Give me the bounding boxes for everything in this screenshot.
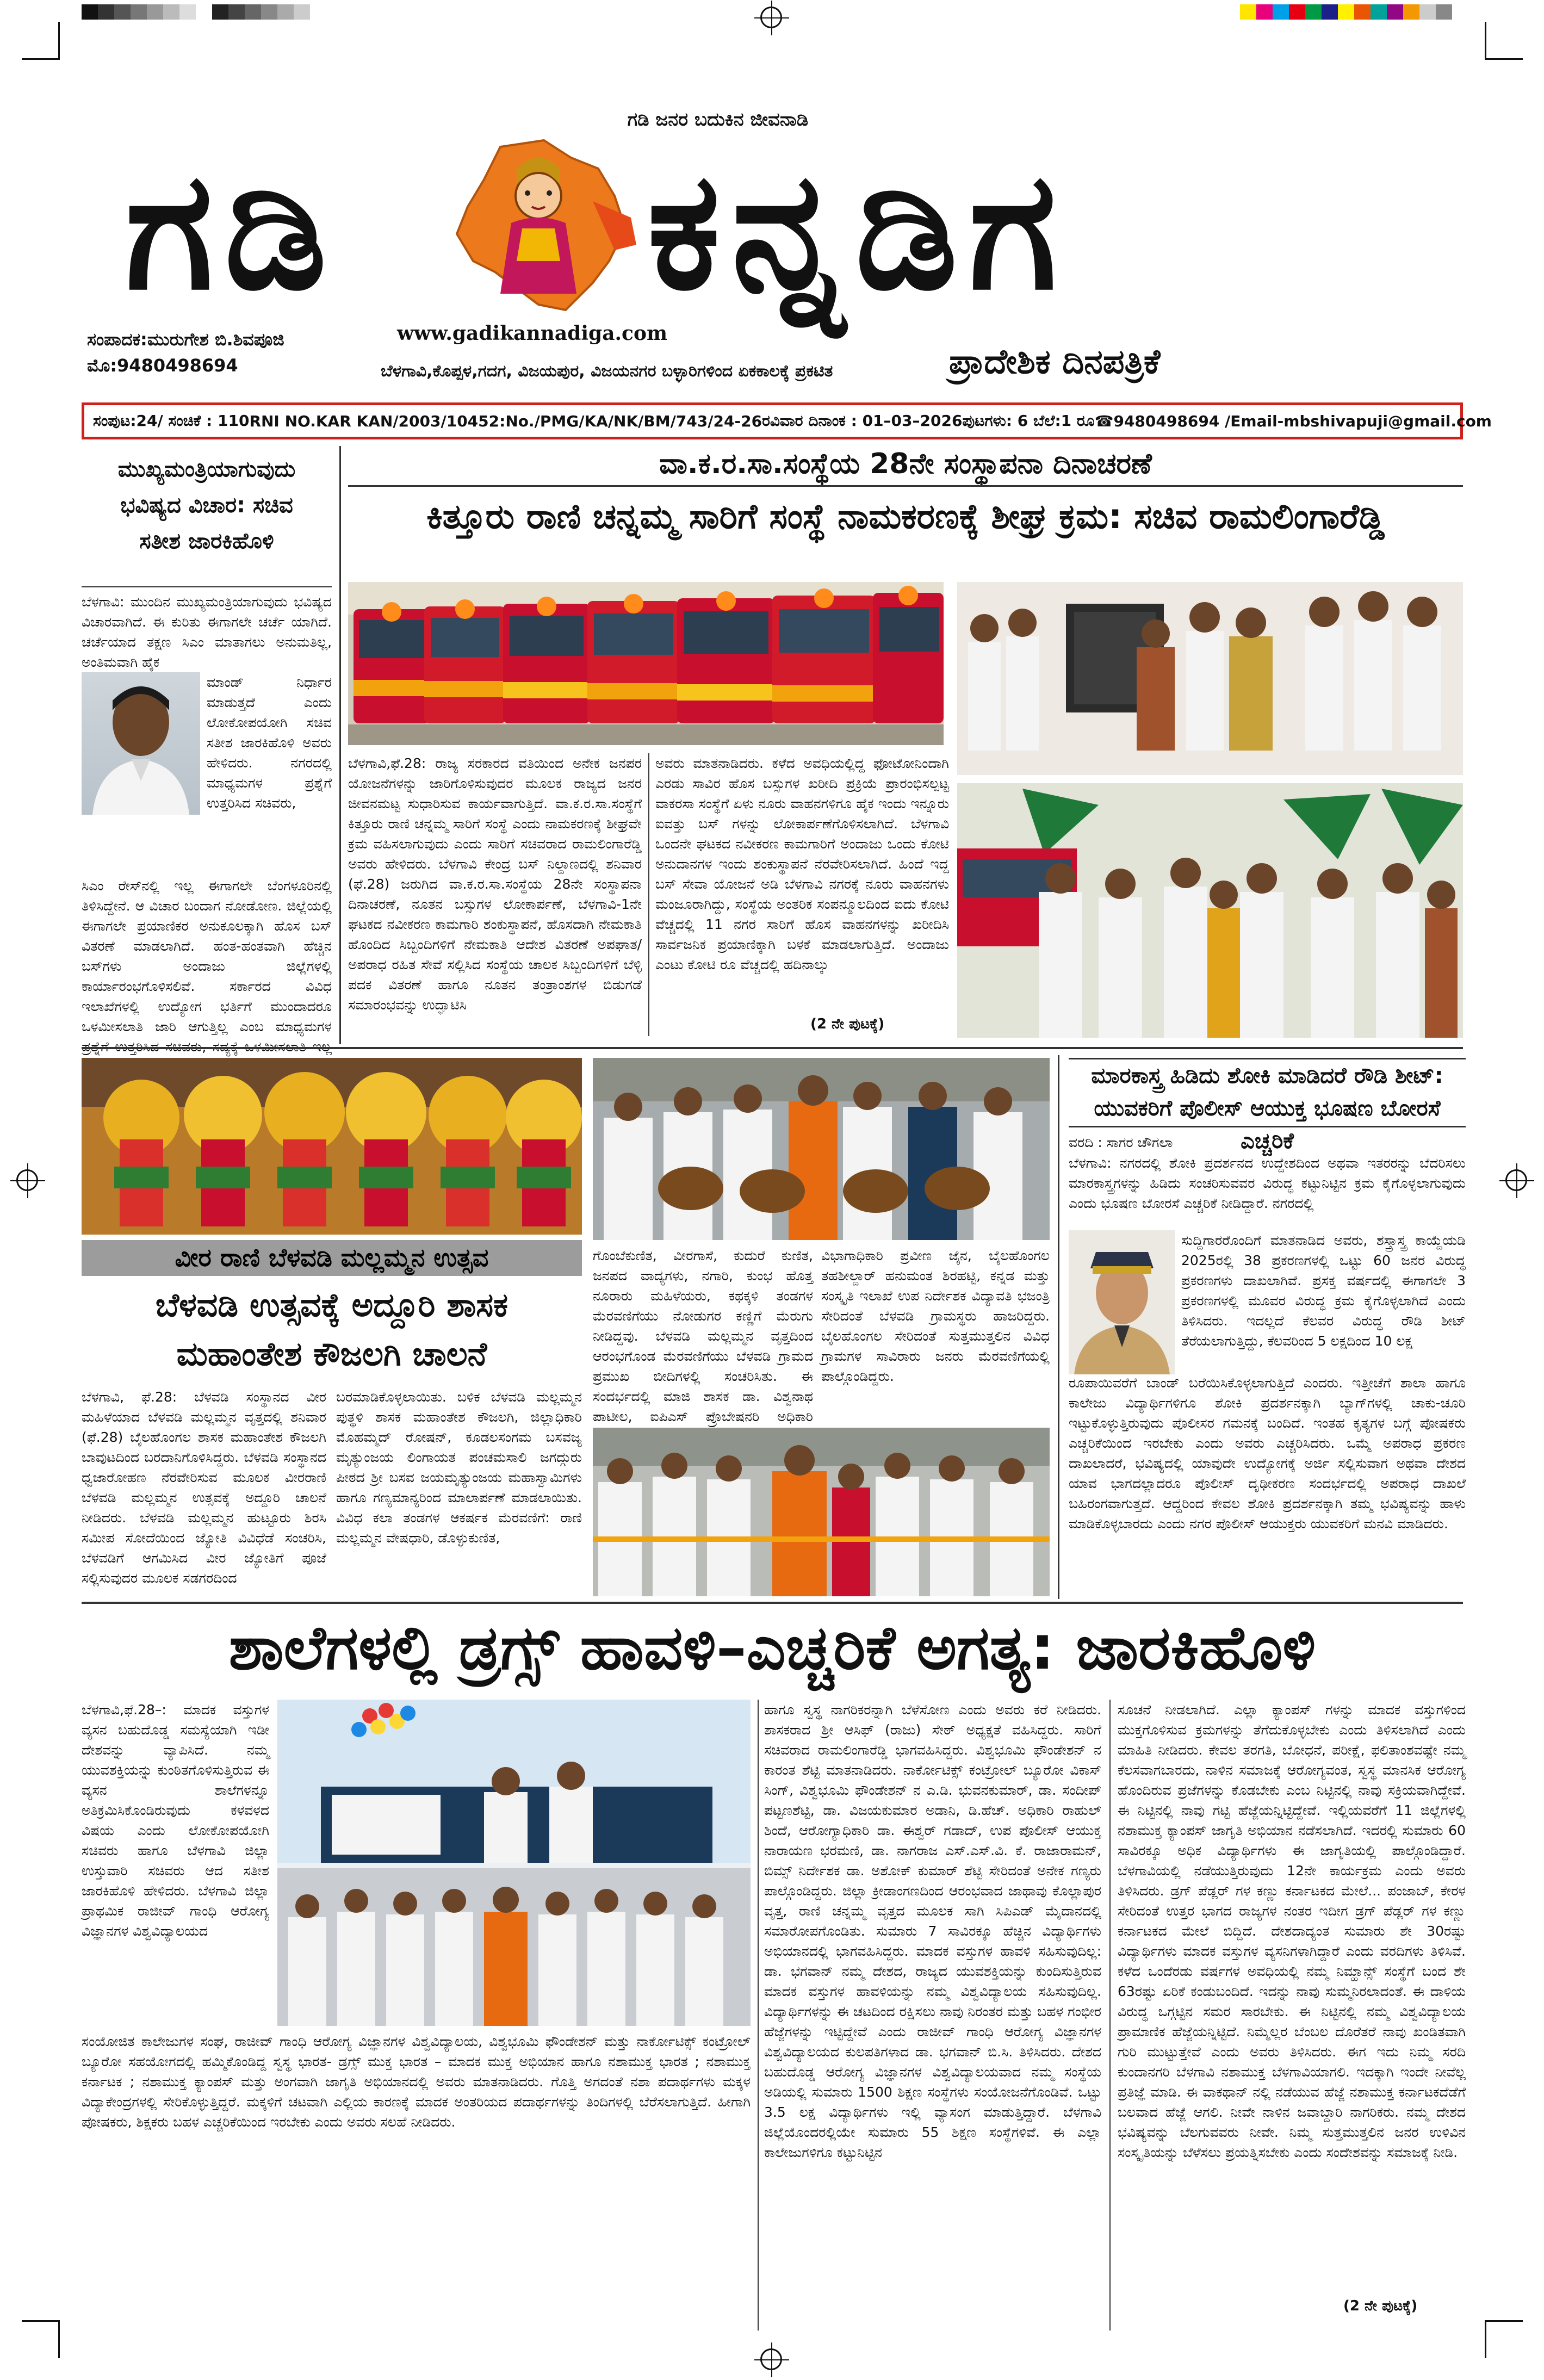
- rowdy-story-lead: ಬೆಳಗಾವಿ: ನಗರದಲ್ಲಿ ಶೋಕಿ ಪ್ರದರ್ಶನದ ಉದ್ದೇಶದಿಂದ ಅಥವಾ ಇತರರನ್ನು ಬೆದರಿಸಲು ಮಾರಕಾಸ್ತ್ರಗಳನ್ನು ಹಿಡಿದು ಸಂಚರಿಸುವವರ ವಿರುದ್ಧ ಕಟ್ಟುನಿಟ್ಟಿನ ಕ್ರಮ ಕೈಗೊಳ್ಳಲಾಗುವುದು ಎಂದು ಭೂಷಣ ಬೋರಸೆ ಎಚ್ಚರಿಕೆ ನೀಡಿದ್ದಾರೆ. ನಗರದಲ್ಲಿ: [1069, 1155, 1466, 1211]
- cm-headline-rule: [82, 586, 332, 587]
- registration-mark-icon: [1505, 1169, 1527, 1191]
- drugs-col-1a: ಬೆಳಗಾವಿ,ಫೆ.28–: ಮಾದಕ ವಸ್ತುಗಳ ವ್ಯಸನ ಬಹುದೊಡ್ಡ ಸಮಸ್ಯೆಯಾಗಿ ಇಡೀ ದೇಶವನ್ನು ವ್ಯಾಪಿಸಿದೆ. ನಮ್ಮ ಯುವಶಕ್ತಿಯನ್ನು ಕುಂಠಿತಗೊಳಿಸುತ್ತಿರುವ ಈ ವ್ಯಸನ ಶಾಲೆಗಳನ್ನೂ ಅತಿಕ್ರಮಿಸಿಕೊಂಡಿರುವುದು ಕಳವಳದ ವಿಷಯ ಎಂದು ಲೋಕೋಪಯೋಗಿ ಸಚಿವರು ಹಾಗೂ ಬೆಳಗಾವಿ ಜಿಲ್ಲಾ ಉಸ್ತುವಾರಿ ಸಚಿವರು ಆದ ಸತೀಶ ಜಾರಕಿಹೊಳಿ ಹೇಳಿದರು. ಬೆಳಗಾವಿ ಜಿಲ್ಲಾ ಪ್ರಾಥಮಿಕ ರಾಜೀವ್ ಗಾಂಧಿ ಆರೋಗ್ಯ ವಿಜ್ಞಾನಗಳ ವಿಶ್ವವಿದ್ಯಾಲಯದ: [82, 1702, 269, 1939]
- flag-off-ceremony-photo: [957, 783, 1463, 1038]
- editor-name: ಸಂಪಾದಕ:ಮುರುಗೇಶ ಬಿ.ಶಿವಪೂಜಿ: [87, 329, 284, 350]
- rowdy-byline: ವರದಿ : ಸಾಗರ ಚೌಗಲಾ: [1069, 1135, 1173, 1150]
- cm-story-lead: ಬೆಳಗಾವಿ: ಮುಂದಿನ ಮುಖ್ಯಮಂತ್ರಿಯಾಗುವುದು ಭವಿಷ್ಯದ ವಿಚಾರವಾಗಿದೆ. ಈ ಕುರಿತು ಈಗಾಗಲೇ ಚರ್ಚೆ ಯಾಗಿದೆ. ಚರ್ಚೆಯಾದ ತಕ್ಷಣ ಸಿಎಂ ಮಾತಾಗಲು ಅನುಮತಿಲ್ಲ, ಅಂತಿಮವಾಗಿ ಹೈಕ: [82, 594, 332, 670]
- ksrtc-kicker-rule: [348, 485, 1463, 487]
- editions-line: ಬೆಳಗಾವಿ,ಕೊಪ್ಪಳ,ಗದಗ, ವಿಜಯಪುರ, ವಿಜಯನಗರ ಬಳ್ಳಾರಿಗಳಿಂದ ಏಕಕಾಲಕ್ಕೆ ಪ್ರಕಟಿತ: [381, 362, 833, 381]
- registration-mark-icon: [16, 1169, 38, 1191]
- minister-portrait-photo: [82, 672, 200, 815]
- issue-info-bar: [82, 402, 1492, 439]
- belawadi-kicker: ವೀರ ರಾಣಿ ಬೆಳವಡಿ ಮಲ್ಲಮ್ಮನ ಉತ್ಸವ: [82, 1240, 582, 1276]
- editor-block: [87, 326, 284, 379]
- ksrtc-kicker: ವಾ.ಕ.ರ.ಸಾ.ಸಂಸ್ಥೆಯ 28ನೇ ಸಂಸ್ಥಾಪನಾ ದಿನಾಚರಣೆ: [659, 448, 1152, 480]
- registration-mark-icon: [760, 7, 782, 28]
- drugs-col-1b: ಸಂಯೋಜಿತ ಕಾಲೇಜುಗಳ ಸಂಘ, ರಾಜೀವ್ ಗಾಂಧಿ ಆರೋಗ್ಯ ವಿಜ್ಞಾನಗಳ ವಿಶ್ವವಿದ್ಯಾಲಯ, ವಿಶ್ವಭೂಮಿ ಫೌಂಡೇಶನ್ ಮತ್ತು ನಾರ್ಕೋಟಿಕ್ಸ್ ಕಂಟ್ರೋಲ್ ಬ್ಯೂರೋ ಸಹಯೋಗದಲ್ಲಿ ಹಮ್ಮಿಕೊಂಡಿದ್ದ ಸ್ವಸ್ಥ ಭಾರತ- ಡ್ರಗ್ಸ್ ಮುಕ್ತ ಭಾರತ – ಮಾದಕ ಮುಕ್ತ ಅಭಿಯಾನ ಹಾಗೂ ನಶಾಮುಕ್ತ ಭಾರತ ; ನಶಾಮುಕ್ತ ಕರ್ನಾಟಕ ; ನಶಾಮುಕ್ತ ಕ್ಯಾಂಪಸ್ ಮತ್ತು ಅಂಗವಾಗಿ ಜಾಗೃತಿ ಅಭಿಯಾನದಲ್ಲಿ ಅವರು ಮಾತನಾಡಿದರು. ಗೊತ್ತಿ ಅಗದಂತೆ ನಶಾ ಪದಾರ್ಥಗಳು ಮಕ್ಕಳ ವಿದ್ಯಾಕೇಂದ್ರಗಳಲ್ಲಿ ಸೇರಿಕೊಳ್ಳುತ್ತಿದ್ದರೆ. ಮಕ್ಕಳಿಗೆ ಚಟವಾಗಿ ಎಲ್ಲಿಯ ಕಾರಣಕ್ಕೆ ಮಾದಕ ಅಂತರಿಯದ ಪದಾರ್ಥಗಳನ್ನು ತಿಂದಿಗಳಲ್ಲಿ ಬೆರೆಸಲಾಗುತ್ತಿದೆ. ಹೀಗಾಗಿ ಪೋಷಕರು, ಶಿಕ್ಷಕರು ಬಹಳ ಎಚ್ಚರಿಕೆಯಿಂದ ಇರಬೇಕು ಎಂದು ಅವರು ಸಲಹೆ ನೀಡಿದರು.: [82, 2034, 751, 2130]
- masthead-title-right: ಕನ್ನಡಿಗ: [647, 134, 1068, 326]
- crop-mark-top-right: [1485, 22, 1523, 60]
- belawadi-col-1: ಬೆಳಗಾವಿ, ಫೆ.28: ಬೆಳವಡಿ ಸಂಸ್ಥಾನದ ವೀರ ಮಹಿಳೆಯಾದ ಬೆಳವಡಿ ಮಲ್ಲಮ್ಮನ ವೃತ್ತದಲ್ಲಿ ಶನಿವಾರ (ಫೆ.28) ಬೈಲಹೊಂಗಲ ಶಾಸಕ ಮಹಾಂತೇಶ ಕೌಜಲಗಿ ಬಾವುಟದಿಂದ ಬರದಾನಿಗೊಳಿಸಿದ್ದರು. ಬೆಳವಡಿ ಸಂಸ್ಥಾನದ ಧ್ವಜಾರೋಹಣ ನೆರವೇರಿಸುವ ಮೂಲಕ ವೀರರಾಣಿ ಬೆಳವಡಿ ಮಲ್ಲಮ್ಮನ ಉತ್ಸವಕ್ಕೆ ಅದ್ದೂರಿ ಚಾಲನೆ ನೀಡಿದರು. ಬೆಳವಡಿ ಮಲ್ಲಮ್ಮನ ಹುಟ್ಟೂರು ಶಿರಸಿ ಸಮೀಪ ಸೋದೆಯಿಂದ ಜ್ಯೋತಿ ವಿವಿಧೆಡೆ ಸಂಚರಿಸಿ, ಬೆಳವಡಿಗೆ ಆಗಮಿಸಿದ ವೀರ ಜ್ಯೋತಿಗೆ ಪೂಜೆ ಸಲ್ಲಿಸುವುದರ ಮೂಲಕ ಸಡಗರದಿಂದ: [82, 1389, 326, 1586]
- rowdy-story-wrap: ಸುದ್ದಿಗಾರರೊಂದಿಗೆ ಮಾತನಾಡಿದ ಅವರು, ಶಸ್ತ್ರಾಸ್ತ್ರ ಕಾಯ್ದೆಯಡಿ 2025ರಲ್ಲಿ 38 ಪ್ರಕರಣಗಳಲ್ಲಿ ಒಟ್ಟು 60 ಜನರ ವಿರುದ್ಧ ಪ್ರಕರಣಗಳು ದಾಖಲಾಗಿವೆ. ಪ್ರಸಕ್ತ ವರ್ಷದಲ್ಲಿ ಈಗಾಗಲೇ 3 ಪ್ರಕರಣಗಳಲ್ಲಿ ಮೂವರ ವಿರುದ್ಧ ಕ್ರಮ ಕೈಗೊಳ್ಳಲಾಗಿದೆ ಎಂದು ತಿಳಿಸಿದರು. ಇದಲ್ಲದೆ ಕೆಲವರ ವಿರುದ್ಧ ರೌಡಿ ಶೀಟ್ ತೆರೆಯಲಾಗುತ್ತಿದ್ದು, ಕೆಲವರಿಂದ 5 ಲಕ್ಷದಿಂದ 10 ಲಕ್ಷ: [1181, 1232, 1466, 1349]
- drugs-col-2a: ಹಾಗೂ ಸ್ವಸ್ಥ ನಾಗರಿಕರನ್ನಾಗಿ ಬೆಳೆಸೋಣ ಎಂದು ಅವರು ಕರೆ ನೀಡಿದರು. ಶಾಸಕರಾದ ಶ್ರೀ ಆಸಿಫ್ (ರಾಜು) ಸೇಠ್ ಅಧ್ಯಕ್ಷತೆ ವಹಿಸಿದ್ದರು. ಸಾರಿಗೆ ಸಚಿವರಾದ ರಾಮಲಿಂಗಾರೆಡ್ಡಿ ಭಾಗವಹಿಸಿದ್ದರು. ವಿಶ್ವಭೂಮಿ ಫೌಂಡೇಶನ್ ನ ಕಾರಂತ ಶೆಟ್ಟಿ ಮಾತನಾಡಿದರು. ನಾರ್ಕೋಟಿಕ್ಸ್ ಕಂಟ್ರೋಲ್ ಬ್ಯೂರೋ ವಿಕಾಸ್ ಸಿಂಗ್, ವಿಶ್ವಭೂಮಿ ಫೌಂಡೇಶನ್ ನ ಎ.ಡಿ. ಭುವನಕುಮಾರ್, ಡಾ. ಸಂದೀಪ್ ಪಟ್ಟಣಶೆಟ್ಟಿ, ಡಾ. ವಿಜಯಕುಮಾರ ಅಡಾನಿ, ಡಿ.ಹೆಚ್. ಅಧಿಕಾರಿ ರಾಹುಲ್ ಶಿಂದೆ, ಆರೋಗ್ಯಾಧಿಕಾರಿ ಡಾ. ಈಶ್ವರ್ ಗಡಾದ್, ಉಪ ಪೊಲೀಸ್ ಆಯುಕ್ತ ನಾರಾಯಣ ಭರಮಣಿ, ಡಾ. ನಾಗರಾಜ ಎಸ್.ಎಸ್.ವಿ. ಕೆ. ರಾಜಾರಾಮನ್, ಬಿಮ್ಸ್ ನಿರ್ದೇಶಕ ಡಾ. ಅಶೋಕ್ ಕುಮಾರ್ ಶೆಟ್ಟಿ ಸೇರಿದಂತೆ ಅನೇಕ ಗಣ್ಯರು ಪಾಲ್ಗೊಂಡಿದ್ದರು. ಜಿಲ್ಲಾ ಕ್ರೀಡಾಂಗಣದಿಂದ ಆರಂಭವಾದ ಜಾಥಾವು ಕೊಲ್ಲಾಪುರ ವೃತ್ತ, ರಾಣಿ ಚನ್ನಮ್ಮ ವೃತ್ತದ ಮೂಲಕ ಸಾಗಿ ಸಿಪಿಎಡ್ ಮೈದಾನದಲ್ಲಿ ಸಮಾರೋಪಗೊಂಡಿತು. ಸುಮಾರು 7 ಸಾವಿರಕ್ಕೂ ಹೆಚ್ಚಿನ ವಿದ್ಯಾರ್ಥಿಗಳು ಅಭಿಯಾನದಲ್ಲಿ ಭಾಗವಹಿಸಿದ್ದರು. ಮಾದಕ ವಸ್ತುಗಳ ಹಾವಳಿ ಸಹಿಸುವುದಿಲ್ಲ: ಡಾ. ಭಗವಾನ್ ನಮ್ಮ ದೇಶದ, ರಾಜ್ಯದ ಯುವಶಕ್ತಿಯನ್ನು ಕುಂದಿಸುತ್ತಿರುವ ಮಾದಕ ವಸ್ತುಗಳ ಹಾವಳಿಯನ್ನು ನಮ್ಮ ವಿಶ್ವವಿದ್ಯಾಲಯ ಸಹಿಸುವುದಿಲ್ಲ. ವಿದ್ಯಾರ್ಥಿಗಳನ್ನು ಈ ಚಟದಿಂದ ರಕ್ಷಿಸಲು ನಾವು ನಿರಂತರ ಮತ್ತು ಬಹಳ ಗಂಭೀರ ಹೆಜ್ಜೆಗಳನ್ನು ಇಟ್ಟಿದ್ದೇವೆ ಎಂದು ರಾಜೀವ್ ಗಾಂಧಿ ಆರೋಗ್ಯ ವಿಜ್ಞಾನಗಳ ವಿಶ್ವವಿದ್ಯಾಲಯದ ಕುಲಪತಿಗಳಾದ ಡಾ. ಭಗವಾನ್ ಬಿ.ಸಿ. ತಿಳಿಸಿದರು. ದೇಶದ ಬಹುದೊಡ್ಡ ಆರೋಗ್ಯ ವಿಜ್ಞಾನಗಳ ವಿಶ್ವವಿದ್ಯಾಲಯವಾದ ನಮ್ಮ ಸಂಸ್ಥೆಯ ಅಡಿಯಲ್ಲಿ ಸುಮಾರು 1500 ಶಿಕ್ಷಣ ಸಂಸ್ಥೆಗಳು ಸಂಯೋಜನೆಗೊಂಡಿವೆ. ಒಟ್ಟು 3.5 ಲಕ್ಷ ವಿದ್ಯಾರ್ಥಿಗಳು ಇಲ್ಲಿ ವ್ಯಾಸಂಗ ಮಾಡುತ್ತಿದ್ದಾರೆ. ಬೆಳಗಾವಿ ಜಿಲ್ಲೆಯೊಂದರಲ್ಲಿಯೇ ಸುಮಾರು 55 ಶಿಕ್ಷಣ ಸಂಸ್ಥೆಗಳಿವೆ. ಈ ಎಲ್ಲಾ ಕಾಲೇಜುಗಳಿಗೂ ಕಟ್ಟುನಿಟ್ಟಿನ: [764, 1702, 1101, 2160]
- masthead-title-left: ಗಡಿ: [125, 134, 338, 326]
- belawadi-col-2: ಬರಮಾಡಿಕೊಳ್ಳಲಾಯಿತು. ಬಳಿಕ ಬೆಳವಡಿ ಮಲ್ಲಮ್ಮನ ಪುತ್ಥಳಿ ಶಾಸಕ ಮಹಾಂತೇಶ ಕೌಜಲಗಿ, ಜಿಲ್ಲಾಧಿಕಾರಿ ಮೊಹಮ್ಮದ್ ರೋಷನ್, ಕೂಡಲಸಂಗಮ ಬಸವಜ್ಯ ಮೃತ್ಯುಂಜಯ ಲಿಂಗಾಯತ ಪಂಚಮಸಾಲಿ ಜಗದ್ಗುರು ಪೀಠದ ಶ್ರೀ ಬಸವ ಜಯಮೃತ್ಯುಂಜಯ ಮಹಾಸ್ವಾಮಿಗಳು ಹಾಗೂ ಗಣ್ಯಮಾನ್ಯರಿಂದ ಮಾಲಾರ್ಪಣೆ ಮಾಡಲಾಯಿತು. ವಿವಿಧ ಕಲಾ ತಂಡಗಳ ಆಕರ್ಷಕ ಮೆರವಣಿಗೆ: ರಾಣಿ ಮಲ್ಲಮ್ಮನ ವೇಷಧಾರಿ, ಡೊಳ್ಳುಕುಣಿತ,: [336, 1389, 582, 1546]
- column-rule: [648, 753, 649, 1036]
- crop-mark-bottom-right: [1485, 2320, 1523, 2358]
- belawadi-col-3: ಗೊಂಬೆಕುಣಿತ, ವೀರಗಾಸೆ, ಕುದುರೆ ಕುಣಿತ, ಜನಪದ ವಾದ್ಯಗಳು, ನಗಾರಿ, ಕುಂಭ ಹೊತ್ತ ನೂರಾರು ಮಹಿಳೆಯರು, ಕಥಕ್ಕಳಿ ತಂಡಗಳ ಮೆರವಣಿಗೆಯು ನೋಡುಗರ ಕಣ್ಣಿಗೆ ಮೆರುಗು ನೀಡಿದ್ದವು. ಬೆಳವಡಿ ಮಲ್ಲಮ್ಮನ ವೃತ್ತದಿಂದ ಆರಂಭಗೊಂಡ ಮೆರವಣಿಗೆಯು ಬೆಳವಡಿ ಗ್ರಾಮದ ಪ್ರಮುಖ ಬೀದಿಗಳಲ್ಲಿ ಸಂಚರಿಸಿತು. ಈ ಸಂದರ್ಭದಲ್ಲಿ ಮಾಜಿ ಶಾಸಕ ಡಾ. ವಿಶ್ವನಾಥ ಪಾಟೀಲ, ಐಪಿಎಸ್ ಪ್ರೊಬೇಷನರಿ ಅಧಿಕಾರಿ: [593, 1248, 813, 1424]
- registration-mark-icon: [760, 2348, 782, 2370]
- ksrtc-headline: ಕಿತ್ತೂರು ರಾಣಿ ಚನ್ನಮ್ಮ ಸಾರಿಗೆ ಸಂಸ್ಥೆ ನಾಮಕರಣಕ್ಕೆ ಶೀಘ್ರ ಕ್ರಮ: ಸಚಿವ ರಾಮಲಿಂಗಾರೆಡ್ಡಿ: [426, 497, 1385, 536]
- phone-icon: ☎: [1094, 412, 1114, 430]
- ribbon-cutting-photo: [593, 1428, 1050, 1596]
- crop-mark-bottom-left: [22, 2320, 60, 2358]
- website-link[interactable]: www.gadikannadiga.com: [397, 322, 668, 345]
- plaque-unveiling-photo: [957, 582, 1463, 775]
- rowdy-story-body: ರೂಪಾಯಿವರೆಗೆ ಬಾಂಡ್ ಬರೆಯಿಸಿಕೊಳ್ಳಲಾಗುತ್ತಿದೆ ಎಂದರು. ಇತ್ತೀಚೆಗೆ ಶಾಲಾ ಹಾಗೂ ಕಾಲೇಜು ವಿದ್ಯಾರ್ಥಿಗಳಿಗೂ ಶೋಕಿ ಪ್ರದರ್ಶನಕ್ಕಾಗಿ ಬ್ಯಾಗ್‌ಗಳಲ್ಲಿ ಚಾಕು-ಚೂರಿ ಇಟ್ಟುಕೊಳ್ಳುತ್ತಿರುವುದು ಪೊಲೀಸರ ಗಮನಕ್ಕೆ ಬಂದಿದೆ. ಇಂತಹ ಕೃತ್ಯಗಳ ಬಗ್ಗೆ ಪೋಷಕರು ಎಚ್ಚರಿಕೆಯಿಂದ ಇರಬೇಕು ಎಂದು ಅವರು ಎಚ್ಚರಿಸಿದರು. ಒಮ್ಮೆ ಅಪರಾಧ ಪ್ರಕರಣ ದಾಖಲಾದರೆ, ಭವಿಷ್ಯದಲ್ಲಿ ಯಾವುದೇ ಉದ್ಯೋಗಕ್ಕೆ ಅರ್ಜಿ ಸಲ್ಲಿಸುವಾಗ ಅಥವಾ ದೇಶದ ಯಾವ ಭಾಗದಲ್ಲಾದರೂ ಪೊಲೀಸ್ ದೃಢೀಕರಣ ಸಂದರ್ಭದಲ್ಲಿ ಅಪರಾಧ ದಾಖಲೆ ಬಹಿರಂಗವಾಗುತ್ತದೆ. ಆದ್ದರಿಂದ ಕೇವಲ ಶೋಕಿ ಪ್ರದರ್ಶನಕ್ಕಾಗಿ ತಮ್ಮ ಭವಿಷ್ಯವನ್ನು ಹಾಳು ಮಾಡಿಕೊಳ್ಳಬಾರದು ಎಂದು ನಗರ ಪೊಲೀಸ್ ಆಯುಕ್ತರು ಯುವಕರಿಗೆ ಮನವಿ ಮಾಡಿದರು.: [1069, 1375, 1466, 1532]
- karnataka-map-emblem-icon: [435, 136, 642, 315]
- column-rule: [1058, 1055, 1059, 1599]
- section-rule: [82, 1602, 1463, 1604]
- drugs-awareness-event-photo: [277, 1700, 751, 2026]
- color-registration-strip-left: [82, 4, 310, 20]
- issue-volume: ಸಂಪುಟ:24/ ಸಂಚಿಕೆ : 110: [93, 412, 250, 430]
- masthead-title: [125, 134, 1419, 326]
- yakshagana-dancers-photo: [82, 1058, 582, 1235]
- contact-email[interactable]: Email-mbshivapuji@gmail.com: [1230, 412, 1492, 430]
- cm-story-wrap: ಮಾಂಡ್ ನಿರ್ಧಾರ ಮಾಡುತ್ತದೆ ಎಂದು ಲೋಕೋಪಯೋಗಿ ಸಚಿವ ಸತೀಶ ಜಾರಕಿಹೊಳಿ ಅವರು ಹೇಳಿದರು. ನಗರದಲ್ಲಿ ಮಾಧ್ಯಮಗಳ ಪ್ರಶ್ನೆಗೆ ಉತ್ತರಿಸಿದ ಸಚಿವರು,: [207, 674, 332, 811]
- new-buses-photo: [348, 582, 944, 745]
- ksrtc-col-1: ಬೆಳಗಾವಿ,ಫೆ.28: ರಾಜ್ಯ ಸರಕಾರದ ವತಿಯಿಂದ ಅನೇಕ ಜನಪರ ಯೋಜನೆಗಳನ್ನು ಜಾರಿಗೊಳಿಸುವುದರ ಮೂಲಕ ರಾಜ್ಯದ ಜನರ ಜೀವನಮಟ್ಟ ಸುಧಾರಿಸುವ ಕಾರ್ಯವಾಗುತ್ತಿದೆ. ವಾ.ಕ.ರ.ಸಾ.ಸಂಸ್ಥೆಗೆ ಕಿತ್ತೂರು ರಾಣಿ ಚನ್ನಮ್ಮ ಸಾರಿಗೆ ಸಂಸ್ಥೆ ಎಂದು ನಾಮಕರಣಕ್ಕೆ ಶೀಘ್ರವೇ ಕ್ರಮ ವಹಿಸಲಾಗುವುದು ಎಂದು ಸಾರಿಗೆ ಸಚಿವರಾದ ರಾಮಲಿಂಗಾರೆಡ್ಡಿ ಅವರು ಹೇಳಿದರು. ಬೆಳಗಾವಿ ಕೇಂದ್ರ ಬಸ್ ನಿಲ್ದಾಣದಲ್ಲಿ ಶನಿವಾರ (ಫೆ.28) ಜರುಗಿದ ವಾ.ಕ.ರ.ಸಾ.ಸಂಸ್ಥೆಯ 28ನೇ ಸಂಸ್ಥಾಪನಾ ದಿನಾಚರಣೆ, ನೂತನ ಬಸ್ಸುಗಳ ಲೋಕಾರ್ಪಣೆ, ಬೆಳಗಾವಿ-1ನೇ ಘಟಕದ ನವೀಕರಣ ಕಾಮಗಾರಿ ಶಂಕುಸ್ಥಾಪನೆ, ಹೊಸದಾಗಿ ನೇಮಕಾತಿ ಹೊಂದಿದ ಸಿಬ್ಬಂದಿಗಳಿಗೆ ನೇಮಕಾತಿ ಆದೇಶ ವಿತರಣೆ ಅಪಘಾತ/ಅಪರಾಧ ರಹಿತ ಸೇವೆ ಸಲ್ಲಿಸಿದ ಸಂಸ್ಥೆಯ ಚಾಲಕ ಸಿಬ್ಬಂದಿಗಳಿಗೆ ಬೆಳ್ಳಿ ಪದಕ ವಿತರಣೆ ಹಾಗೂ ನೂತನ ತಂತ್ರಾಂಶಗಳ ಬಿಡುಗಡೆ ಸಮಾರಂಭವನ್ನು ಉದ್ಘಾಟಿಸಿ: [348, 755, 642, 1013]
- column-rule: [758, 1700, 759, 2331]
- pages-price: ಪುಟಗಳು: 6 ಬೆಲೆ:1 ರೂ: [962, 412, 1095, 430]
- rowdy-story-headline: ಮಾರಕಾಸ್ತ್ರ ಹಿಡಿದು ಶೋಕಿ ಮಾಡಿದರೆ ರೌಡಿ ಶೀಟ್: ಯುವಕರಿಗೆ ಪೊಲೀಸ್ ಆಯುಕ್ತ ಭೂಷಣ ಬೋರಸೆ ಎಚ್ಚರಿಕೆ: [1069, 1058, 1466, 1127]
- issue-date: ರವಿವಾರ ದಿನಾಂಕ : 01–03–2026: [762, 412, 963, 430]
- editor-phone: ಮೊ:9480498694: [87, 355, 238, 376]
- rni-number: RNI NO.KAR KAN/2003/10452:No./PMG/KA/NK/BM/743/24-26: [249, 412, 762, 430]
- cm-story-headline: ಮುಖ್ಯಮಂತ್ರಿಯಾಗುವುದು ಭವಿಷ್ಯದ ವಿಚಾರ: ಸಚಿವ ಸತೀಶ ಜಾರಕಿಹೊಳಿ: [117, 457, 296, 554]
- drugs-headline: ಶಾಲೆಗಳಲ್ಲಿ ಡ್ರಗ್ಸ್ ಹಾವಳಿ–ಎಚ್ಚರಿಕೆ ಅಗತ್ಯ: ಜಾರಕಿಹೊಳಿ: [228, 1613, 1316, 1683]
- section-rule: [82, 1047, 1463, 1049]
- column-rule: [339, 446, 341, 1044]
- masthead-tagline: ಗಡಿ ಜನರ ಬದುಕಿನ ಜೀವನಾಡಿ: [627, 109, 809, 131]
- contact-phone: 9480498694 /: [1113, 412, 1231, 430]
- belawadi-col-4: ವಿಭಾಗಾಧಿಕಾರಿ ಪ್ರವೀಣ ಜೈನ, ಬೈಲಹೊಂಗಲ ತಹಶೀಲ್ದಾರ್ ಹನುಮಂತ ಶಿರಹಟ್ಟಿ, ಕನ್ನಡ ಮತ್ತು ಸಂಸ್ಕೃತಿ ಇಲಾಖೆ ಉಪ ನಿರ್ದೇಶಕ ವಿದ್ಯಾವತಿ ಭಜಂತ್ರಿ ಸೇರಿದಂತೆ ಬೆಳವಡಿ ಗ್ರಾಮಸ್ಥರು ಹಾಜರಿದ್ದರು. ಬೈಲಹೊಂಗಲ ಸೇರಿದಂತೆ ಸುತ್ತಮುತ್ತಲಿನ ವಿವಿಧ ಗ್ರಾಮಗಳ ಸಾವಿರಾರು ಜನರು ಮೆರವಣಿಗೆಯಲ್ಲಿ ಪಾಲ್ಗೊಂಡಿದ್ದರು.: [821, 1248, 1050, 1384]
- drugs-col-3: ಸೂಚನೆ ನೀಡಲಾಗಿದೆ. ಎಲ್ಲಾ ಕ್ಯಾಂಪಸ್ ಗಳನ್ನು ಮಾದಕ ವಸ್ತುಗಳಿಂದ ಮುಕ್ತಗೊಳಿಸುವ ಕ್ರಮಗಳನ್ನು ತೆಗೆದುಕೊಳ್ಳಬೇಕು ಎಂದು ತಿಳಿಸಲಾಗಿದೆ ಎಂದು ಮಾಹಿತಿ ನೀಡಿದರು. ಕೇವಲ ತರಗತಿ, ಬೋಧನೆ, ಪರೀಕ್ಷೆ, ಫಲಿತಾಂಶವಷ್ಟೇ ನಮ್ಮ ಕೆಲಸವಾಗಬಾರದು, ನಾಳಿನ ಸಮಾಜಕ್ಕೆ ಆರೋಗ್ಯವಂತ, ಸ್ವಸ್ಥ ಮಾನಸಿಕ ಆರೋಗ್ಯ ಹೊಂದಿರುವ ಪ್ರಜೆಗಳನ್ನು ಕೊಡಬೇಕು ಎಂಬ ನಿಟ್ಟಿನಲ್ಲಿ ನಾವು ಸಕ್ರಿಯವಾಗಿದ್ದೇವೆ. ಈ ನಿಟ್ಟಿನಲ್ಲಿ ನಾವು ಗಟ್ಟಿ ಹೆಜ್ಜೆಯನ್ನಿಟ್ಟಿದ್ದೇವೆ. ಇಲ್ಲಿಯವರೆಗೆ 11 ಜಿಲ್ಲೆಗಳಲ್ಲಿ ನಶಾಮುಕ್ತ ಕ್ಯಾಂಪಸ್ ಜಾಗೃತಿ ಅಭಿಯಾನ ನಡೆಸಲಾಗಿದೆ. ಇದರಲ್ಲಿ ಸುಮಾರು 60 ಸಾವಿರಕ್ಕೂ ಅಧಿಕ ವಿದ್ಯಾರ್ಥಿಗಳು ಈ ಜಾಗೃತಿಯಲ್ಲಿ ಪಾಲ್ಗೊಂಡಿದ್ದಾರೆ. ಬೆಳಗಾವಿಯಲ್ಲಿ ನಡೆಯುತ್ತಿರುವುದು 12ನೇ ಕಾರ್ಯಕ್ರಮ ಎಂದು ಅವರು ತಿಳಿಸಿದರು. ಡ್ರಗ್ ಪೆಡ್ಲರ್ ಗಳ ಕಣ್ಣು ಕರ್ನಾಟಕದ ಮೇಲೆ... ಪಂಜಾಬ್, ಕೇರಳ ಸೇರಿದಂತೆ ಉತ್ತರ ಭಾಗದ ರಾಜ್ಯಗಳ ನಂತರ ಇದೀಗ ಡ್ರಗ್ ಪೆಡ್ಲರ್ ಗಳ ಕಣ್ಣು ಕರ್ನಾಟಕದ ಮೇಲೆ ಬಿದ್ದಿದೆ. ದೇಶದಾದ್ಯಂತ ಸುಮಾರು ಶೇ 30ರಷ್ಟು ವಿದ್ಯಾರ್ಥಿಗಳು ಮಾದಕ ವಸ್ತುಗಳ ವ್ಯಸನಿಗಳಾಗಿದ್ದಾರೆ ಎಂದು ವರದಿಗಳು ತಿಳಿಸಿವೆ. ಕಳೆದ ಒಂದೆರಡು ವರ್ಷಗಳ ಅವಧಿಯಲ್ಲಿ ನಮ್ಮ ನಿಮ್ಹಾನ್ಸ್ ಸಂಸ್ಥೆಗೆ ಬಂದ ಶೇ 63ರಷ್ಟು ಏರಿಕೆ ಕಂಡುಬಂದಿದೆ. ಇದನ್ನು ನಾವು ಸುಮ್ಮನಿರಲಾದಂತೆ. ಈ ದಾಳಿಯ ವಿರುದ್ಧ ಒಗ್ಗಟ್ಟಿನ ಸಮರ ಸಾರಬೇಕು. ಈ ನಿಟ್ಟಿನಲ್ಲಿ ನಮ್ಮ ವಿಶ್ವವಿದ್ಯಾಲಯ ಪ್ರಾಮಾಣಿಕ ಹೆಜ್ಜೆಯನ್ನಿಟ್ಟಿದೆ. ನಿಮ್ಮೆಲ್ಲರ ಬೆಂಬಲ ದೊರೆತರೆ ನಾವು ಖಂಡಿತವಾಗಿ ಗುರಿ ಮುಟ್ಟುತ್ತೇವೆ ಎಂದು ಅವರು ತಿಳಿಸಿದರು. ಈಗ ಇದು ನಿಮ್ಮ ಸರದಿ ಕುಂದಾನಗರಿ ಬೆಳಗಾವಿ ನಶಾಮುಕ್ತ ಬೆಳಗಾವಿಯಾಗಲಿ. ಇದಕ್ಕಾಗಿ ಇಂದೇ ನೀವೆಲ್ಲ ಪ್ರತಿಜ್ಞೆ ಮಾಡಿ. ಈ ವಾಕಥಾನ್ ನಲ್ಲಿ ನಡೆಯುವ ಹೆಜ್ಜೆ ನಶಾಮುಕ್ತ ಕರ್ನಾಟಕದೆಡೆಗೆ ಬಲವಾದ ಹೆಜ್ಜೆ ಆಗಲಿ. ನೀವೇ ನಾಳಿನ ಜವಾಬ್ದಾರಿ ನಾಗರಿಕರು. ನಮ್ಮ ದೇಶದ ಭವಿಷ್ಯವನ್ನು ಬೆಲಗುವವರು ನೀವೇ. ನಿಮ್ಮ ಸುತ್ತಮುತ್ತಲಿನ ಜನರ ಉಳಿವಿನ ಸಂಸ್ಕೃತಿಯನ್ನು ಬೆಳೆಸಲು ಪ್ರಯತ್ನಿಸಬೇಕು ಎಂದು ಸಂದೇಶವನ್ನು ಸಮಾಜಕ್ಕೆ ನೀಡಿ.: [1118, 1702, 1466, 2160]
- regional-daily-label: ಪ್ರಾದೇಶಿಕ ದಿನಪತ್ರಿಕೆ: [949, 342, 1161, 381]
- police-commissioner-photo: [1069, 1230, 1175, 1374]
- belawadi-headline: ಬೆಳವಡಿ ಉತ್ಸವಕ್ಕೆ ಅದ್ದೂರಿ ಶಾಸಕ ಮಹಾಂತೇಶ ಕೌಜಲಗಿ ಚಾಲನೆ: [155, 1286, 509, 1373]
- drugs-continued: (2 ನೇ ಪುಟಕ್ಕೆ): [1343, 2298, 1418, 2314]
- column-rule: [1109, 1700, 1111, 2331]
- ksrtc-continued: (2 ನೇ ಪುಟಕ್ಕೆ): [810, 1016, 885, 1032]
- crop-mark-top-left: [22, 22, 60, 60]
- drum-procession-photo: [593, 1058, 1050, 1240]
- color-registration-strip-right: [1240, 4, 1452, 20]
- cm-story-body: ಸಿಎಂ ರೇಸ್‌ನಲ್ಲಿ ಇಲ್ಲ ಈಗಾಗಲೇ ಬೆಂಗಳೂರಿನಲ್ಲಿ ತಿಳಿಸಿದ್ದೇನೆ. ಆ ವಿಚಾರ ಬಂದಾಗ ನೋಡೋಣ. ಜಿಲ್ಲೆಯಲ್ಲಿ ಈಗಾಗಲೇ ಪ್ರಯಾಣಿಕರ ಅನುಕೂಲಕ್ಕಾಗಿ ಹೊಸ ಬಸ್‌ ವಿತರಣೆ ಮಾಡಲಾಗಿದೆ. ಹಂತ-ಹಂತವಾಗಿ ಹೆಚ್ಚಿನ ಬಸ್‌ಗಳು ಅಂದಾಜು ಜಿಲ್ಲೆಗಳಲ್ಲಿ ಕಾರ್ಯಾರಂಭಗೊಳಿಸಲಿವೆ. ಸರ್ಕಾರದ ವಿವಿಧ ಇಲಾಖೆಗಳಲ್ಲಿ ಉದ್ಯೋಗ ಭರ್ತಿಗೆ ಮುಂದಾದರೂ ಒಳಮೀಸಲಾತಿ ಜಾರಿ ಆಗುತ್ತಿಲ್ಲ ಎಂಬ ಮಾಧ್ಯಮಗಳ: [82, 878, 332, 1034]
- ksrtc-col-2: ಅವರು ಮಾತನಾಡಿದರು. ಕಳೆದ ಅವಧಿಯಲ್ಲಿದ್ದ ಫೋಟೋನಿಂದಾಗಿ ಎರಡು ಸಾವಿರ ಹೊಸ ಬಸ್ಸುಗಳ ಖರೀದಿ ಪ್ರಕ್ರಿಯೆ ಪ್ರಾರಂಭಿಸಲ್ಪಟ್ಟ ವಾಕರಸಾ ಸಂಸ್ಥೆಗೆ ಏಳು ನೂರು ವಾಹನಗಳಿಗೂ ಹೈಕ ಇಂದು ಇನ್ನೂರು ಐವತ್ತು ಬಸ್‌ ಗಳನ್ನು ಲೋಕಾರ್ಪಣೆಗೊಳಿಸಲಾಗಿದೆ. ಬೆಳಗಾವಿ ಒಂದನೇ ಘಟಕದ ನವೀಕರಣ ಕಾಮಗಾರಿಗೆ ಅಂದಾಜು ಒಂದು ಕೋಟಿ ಅನುದಾನಗಳ ಇಂದು ಶಂಕುಸ್ಥಾಪನೆ ನೆರವೇರಿಸಲಾಗಿದೆ. ಹಿಂದೆ ಇದ್ದ ಬಸ್ ಸೇವಾ ಯೋಜನೆ ಅಡಿ ಬೆಳಗಾವಿ ನಗರಕ್ಕೆ ನೂರು ವಾಹನಗಳು ಮಂಜೂರಾಗಿದ್ದು, ಸಂಸ್ಥೆಯ ಅಂತರಿಕ ಸಂಪನ್ಮೂಲದಿಂದ ಐದು ಕೋಟಿ ವೆಚ್ಚದಲ್ಲಿ 11 ನಗರ ಸಾರಿಗೆ ಹೊಸ ವಾಹನಗಳನ್ನು ಖರೀದಿಸಿ ಸಾರ್ವಜನಿಕ ಪ್ರಯಾಣಿಕ್ಕಾಗಿ ಬಳಕೆ ಮಾಡಲಾಗುತ್ತಿದೆ. ಅಂದಾಜು ಎಂಟು ಕೋಟಿ ರೂ ವೆಚ್ಚದಲ್ಲಿ ಹದಿನಾಲ್ಕು: [655, 755, 949, 972]
